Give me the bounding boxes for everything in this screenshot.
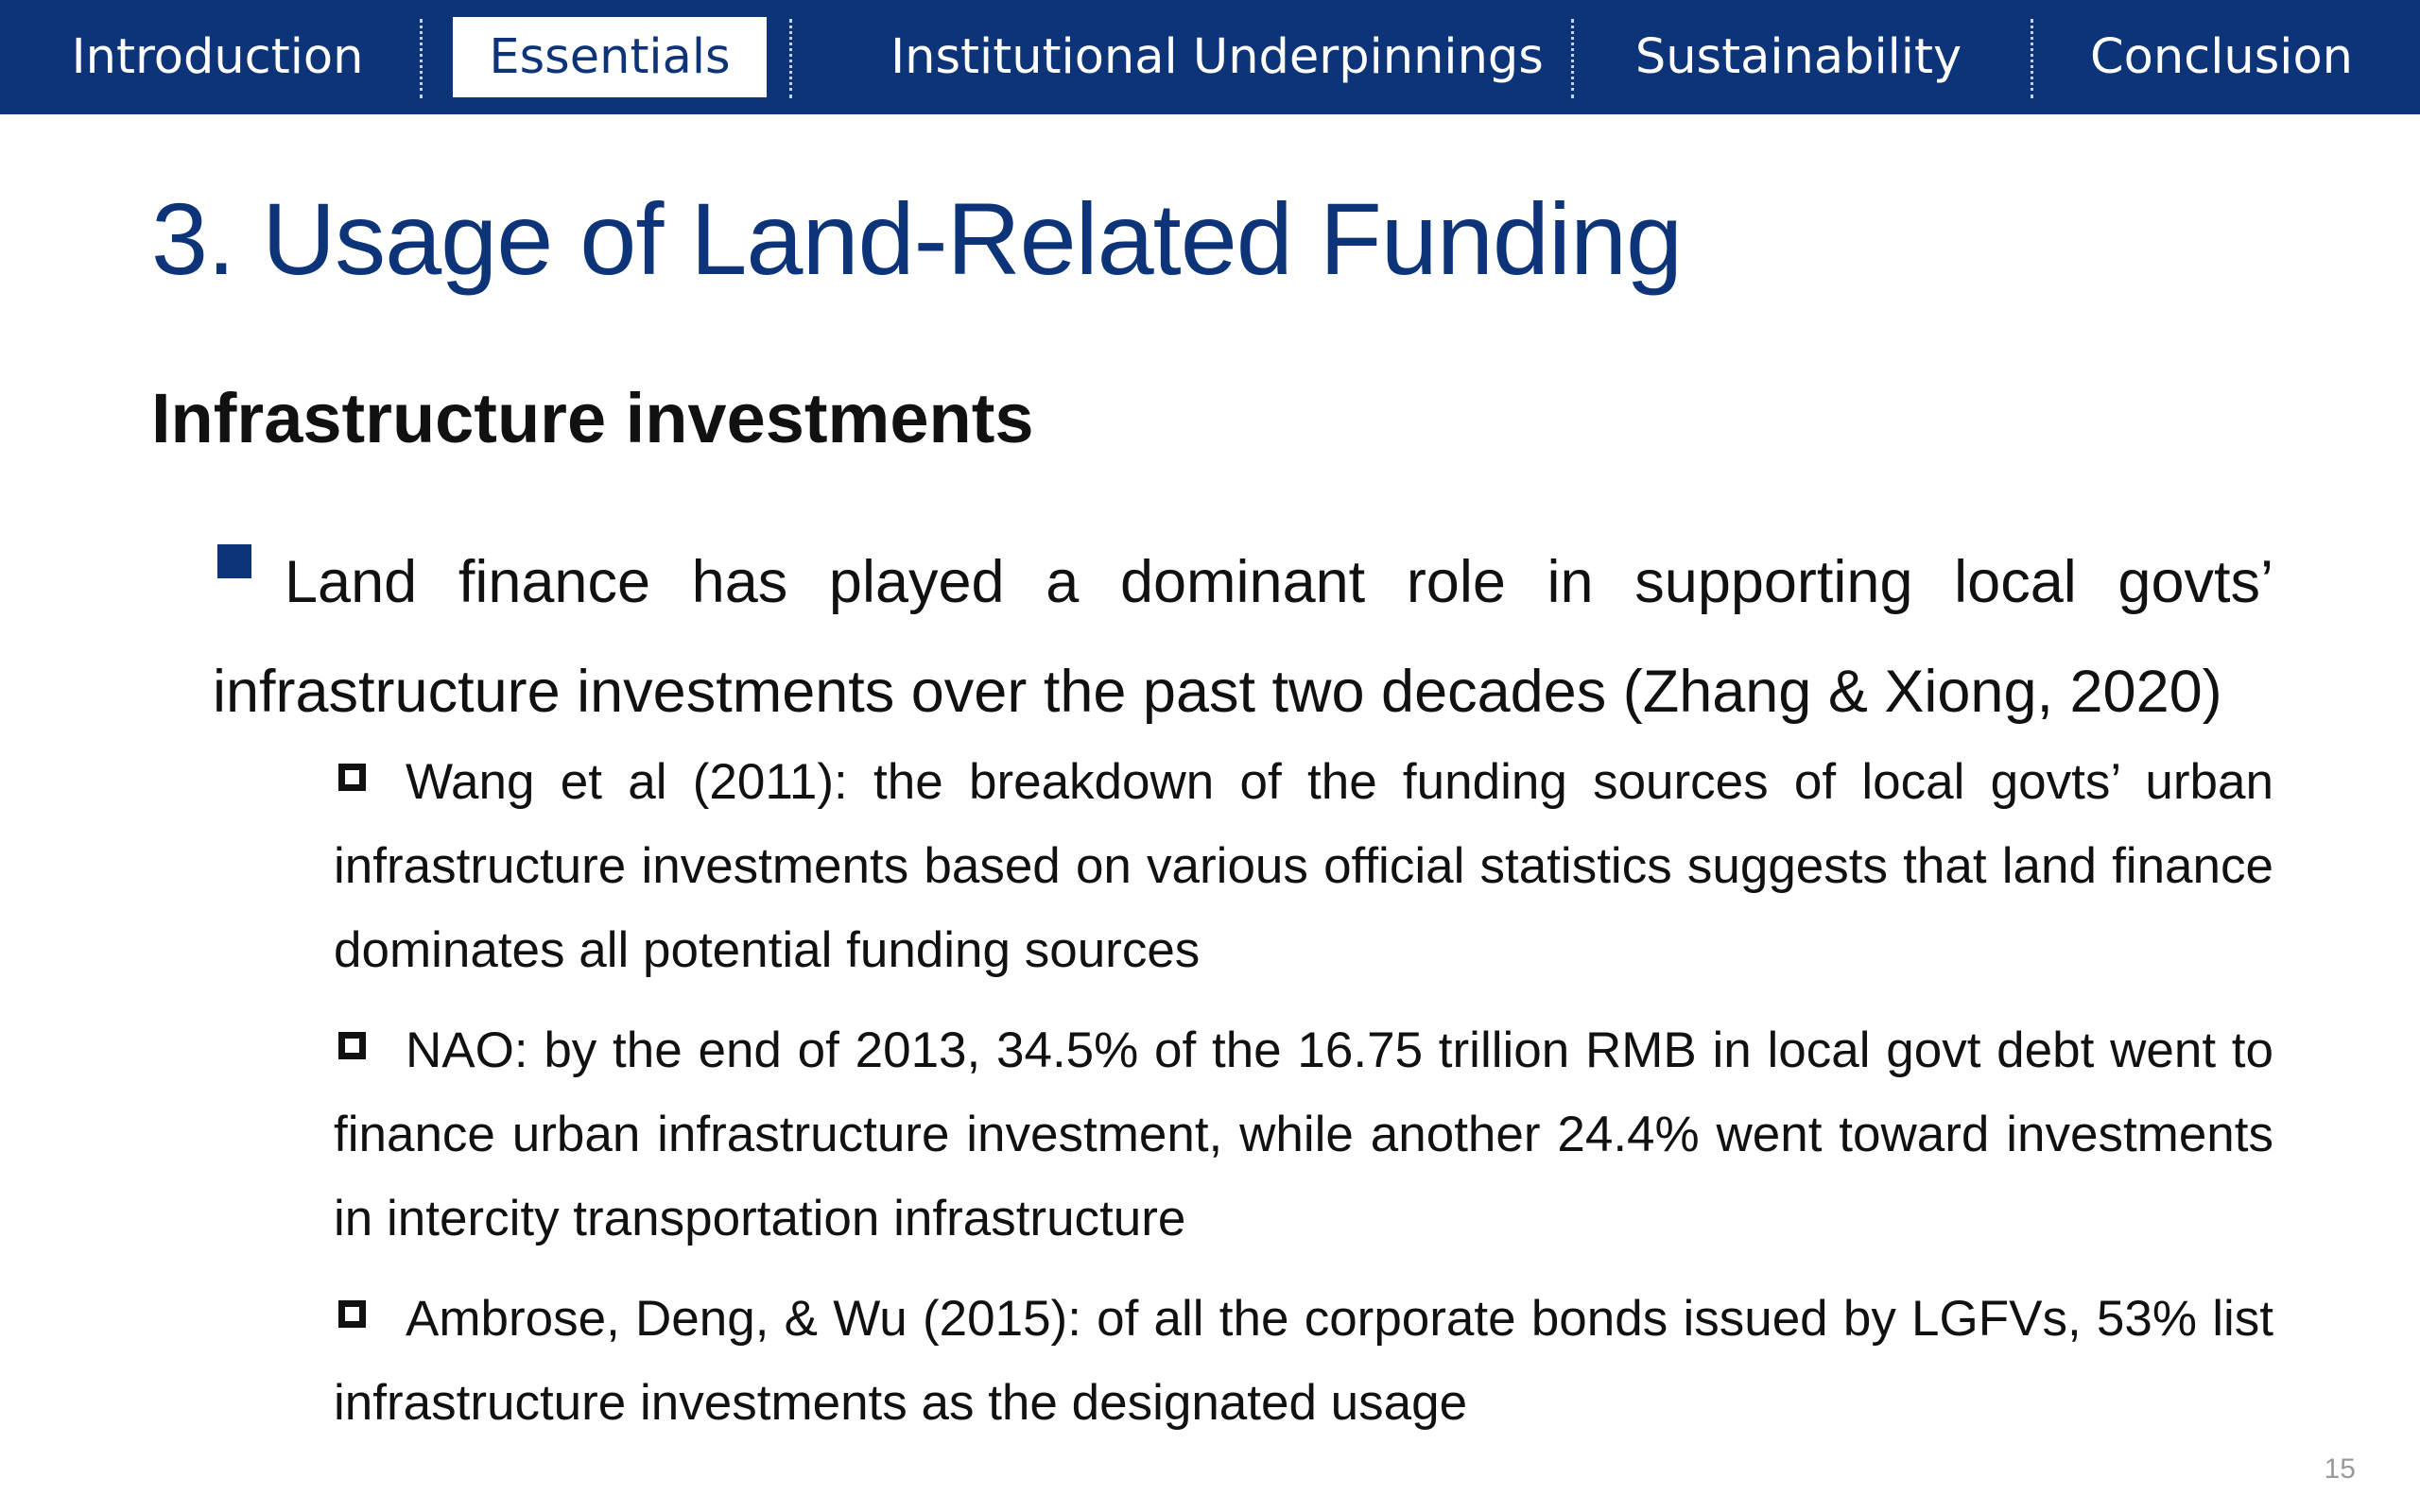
nav-separator — [2031, 19, 2033, 98]
nav-separator — [420, 19, 423, 98]
nav-separator — [789, 19, 792, 98]
tab-introduction[interactable]: Introduction — [71, 29, 364, 85]
nav-separator — [1571, 19, 1574, 98]
tab-essentials[interactable]: Essentials — [453, 17, 767, 97]
sub-bullet-text: Wang et al (2011): the breakdown of the funding sources of local govts’ urban infrastructure investments based on various official statistics suggests that land finance dominates all potential funding sources — [334, 754, 2273, 978]
tab-conclusion[interactable]: Conclusion — [2090, 29, 2353, 85]
page-number: 15 — [2324, 1453, 2356, 1485]
sub-bullet-text: NAO: by the end of 2013, 34.5% of the 16.75 trillion RMB in local govt debt went to finance urban infrastructure investment, while another 24.4% went toward investments in intercity transportation infrastructure — [334, 1022, 2273, 1246]
main-bullet-text: Land finance has played a dominant role in supporting local govts’ infrastructure investments over the past two decades (Zhang & Xiong, 2020) — [213, 549, 2273, 725]
tab-institutional-underpinnings[interactable]: Institutional Underpinnings — [890, 29, 1544, 85]
top-navigation-bar — [0, 0, 2420, 114]
tab-sustainability[interactable]: Sustainability — [1634, 29, 1962, 85]
sub-bullet-text: Ambrose, Deng, & Wu (2015): of all the corporate bonds issued by LGFVs, 53% list infrastructure investments as the designated usage — [334, 1291, 2273, 1431]
page-title: 3. Usage of Land-Related Funding — [151, 181, 1683, 296]
section-heading: Infrastructure investments — [151, 379, 1034, 457]
